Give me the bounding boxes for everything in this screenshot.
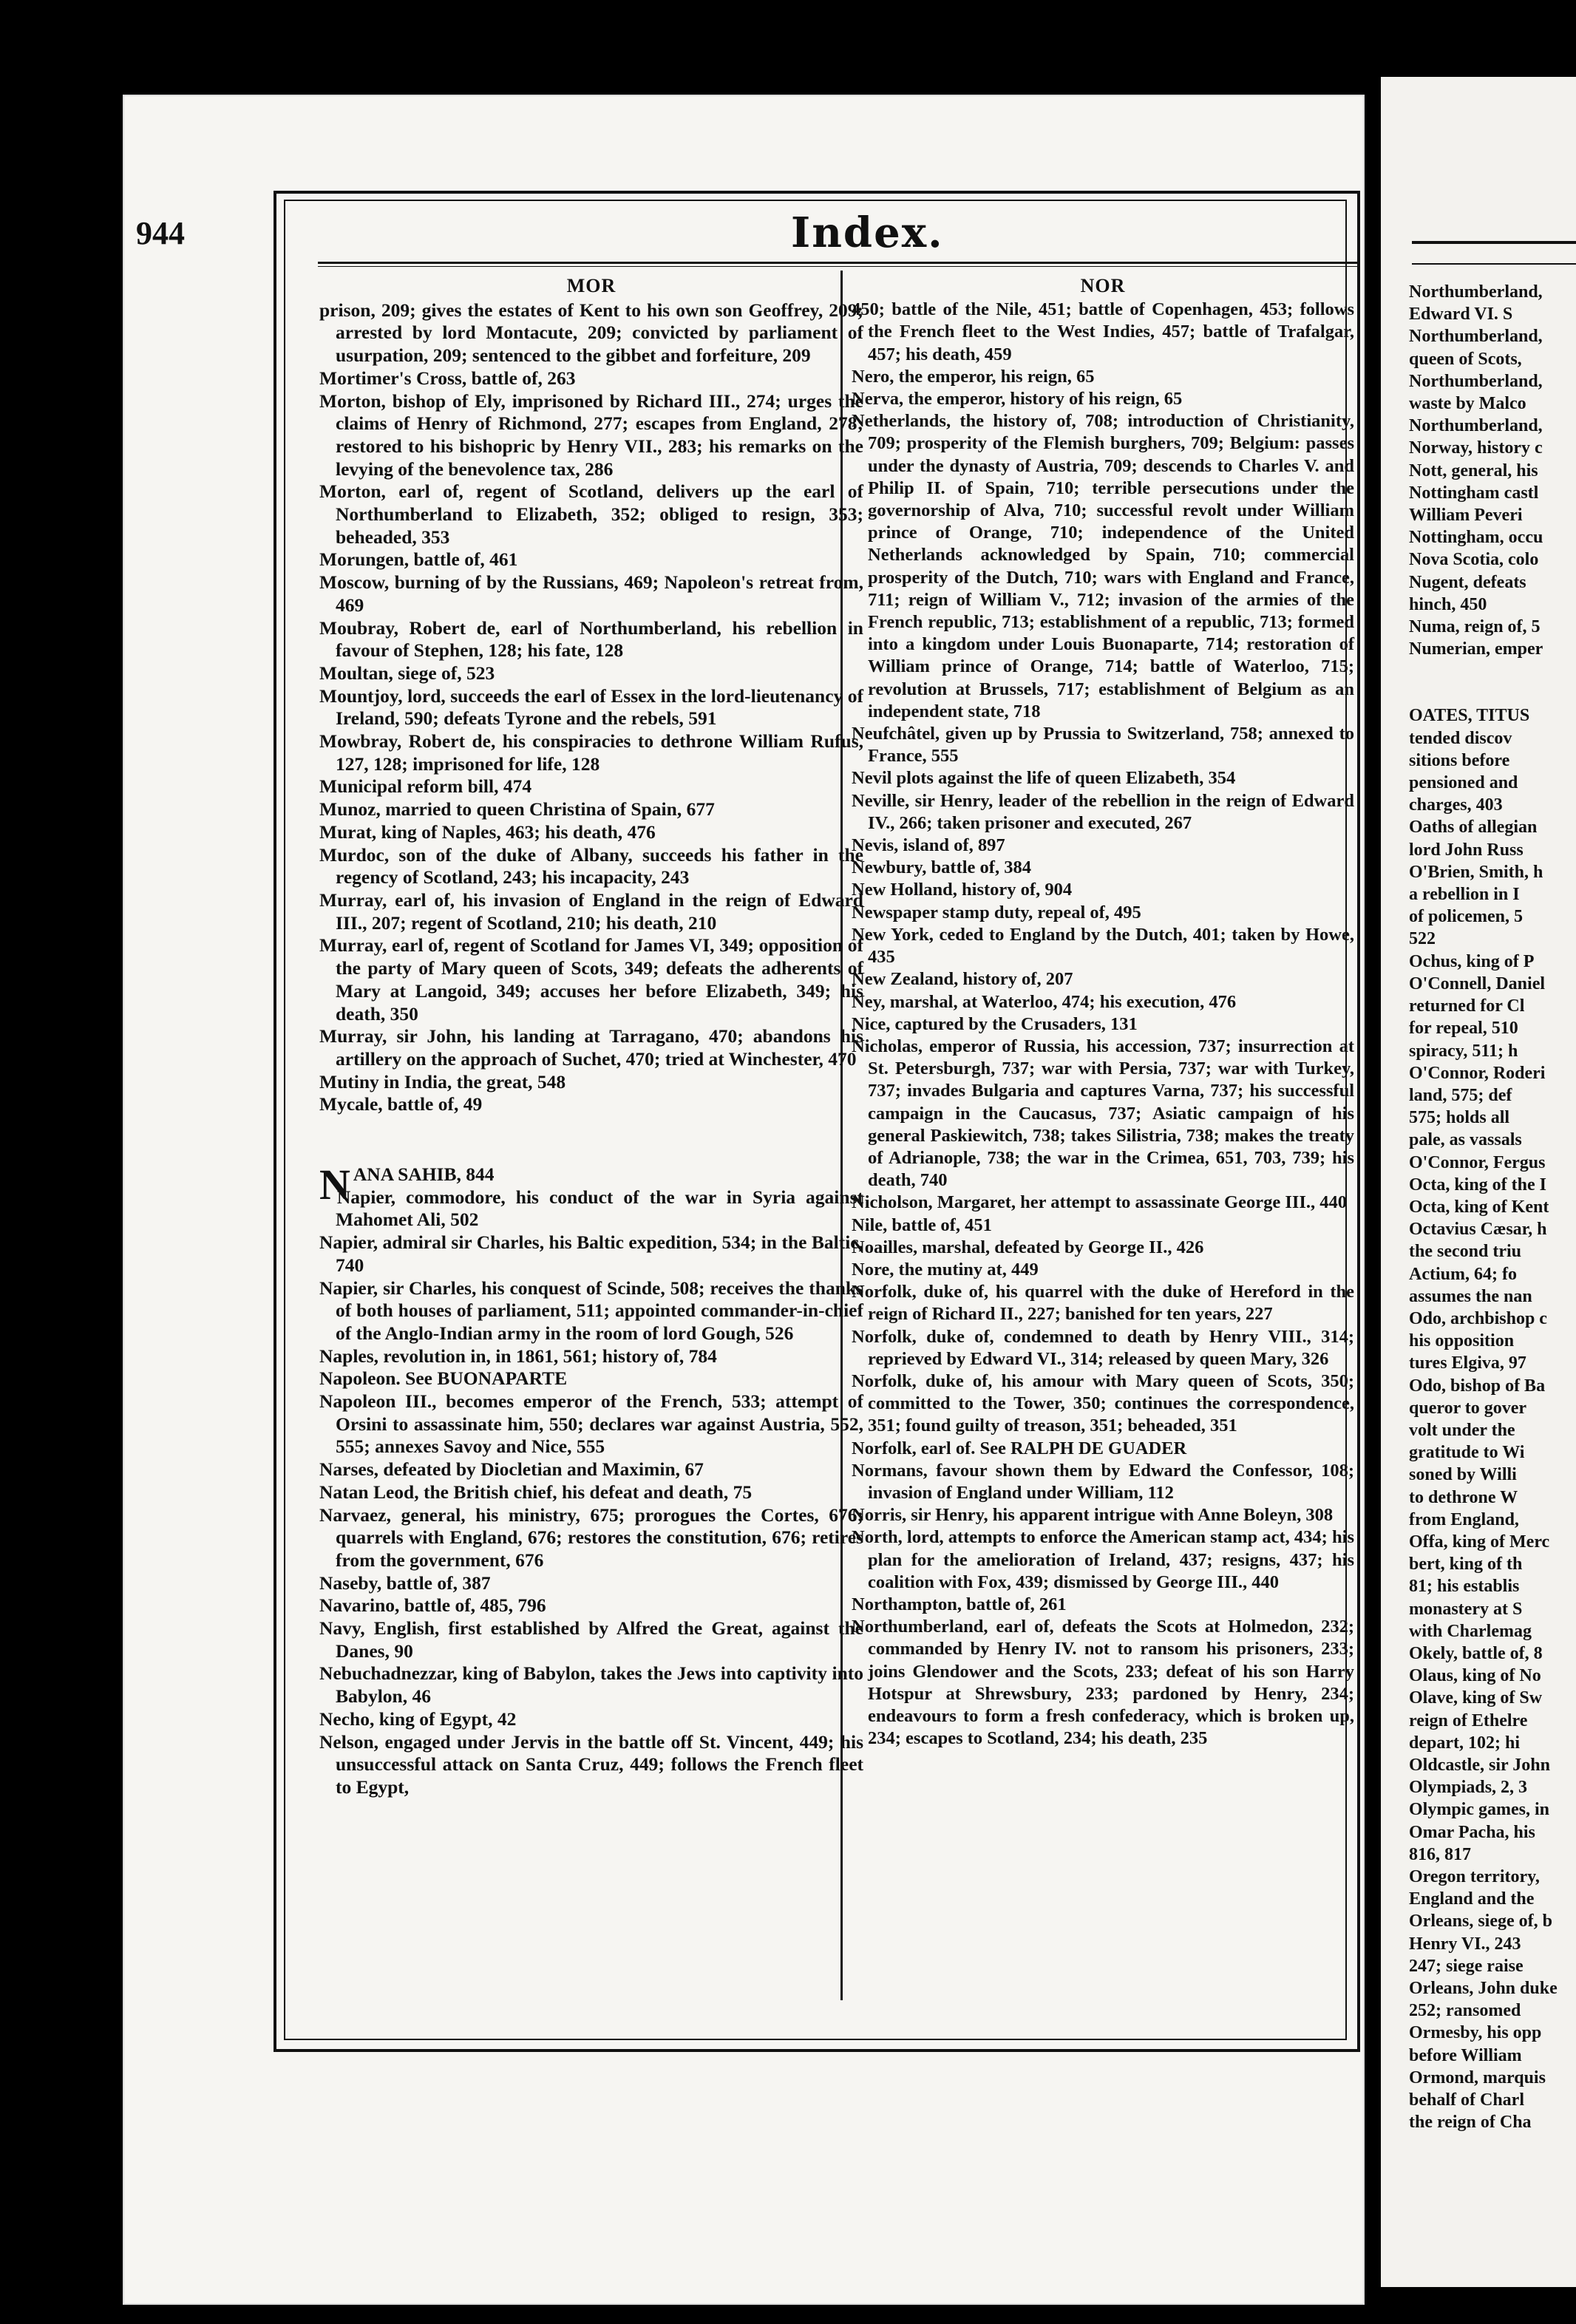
adjacent-page-line: 522	[1409, 929, 1436, 949]
adjacent-page-line: O'Brien, Smith, h	[1409, 862, 1543, 882]
index-entry: Neville, sir Henry, leader of the rebellion in the reign of Edward IV., 266; taken prisoner and executed, 267	[852, 790, 1354, 833]
index-entry: prison, 209; gives the estates of Kent to his own son Geoffrey, 209; arrested by lord Montacute, 209; convicted by parliament of usurpation, 209; sentenced to the gibbet and forfeiture, 209	[319, 299, 863, 367]
index-entry: Netherlands, the history of, 708; introduction of Christianity, 709; prosperity of the Flemish burghers, 709; Belgium: passes under the dynasty of Austria, 709; descends to Charles V. and Philip II. of Spain, 710; terrible persecutions under the governorship of Alva, 710; successful revolt under William prince of Orange, 710; independence of the United Netherlands acknowledged by Spain, 710; commercial prosperity of the Dutch, 710; wars with England and France, 711; reign of William V., 712; invasion of the armies of the French republic, 713; establishment of a republic, 713; formed into a kingdom under Louis Buonaparte, 714; restoration of William prince of Orange, 714; battle of Waterloo, 715; revolution at Brussels, 717; establishment of Belgium as an independent state, 718	[852, 411, 1354, 721]
adjacent-page-line: bert, king of th	[1409, 1555, 1523, 1574]
adjacent-page-line: the second triu	[1409, 1242, 1521, 1262]
index-entry: Murray, sir John, his landing at Tarragano, 470; abandons his artillery on the approach of Suchet, 470; tried at Winchester, 470	[319, 1025, 863, 1070]
adjacent-page-line: with Charlemag	[1409, 1621, 1532, 1641]
adjacent-page-line: 575; holds all	[1409, 1108, 1510, 1128]
adjacent-page-line: Actium, 64; fo	[1409, 1264, 1517, 1284]
adjacent-page-line: Octa, king of Kent	[1409, 1197, 1549, 1217]
index-entry: Neufchâtel, given up by Prussia to Switzerland, 758; annexed to France, 555	[852, 724, 1354, 767]
adjacent-page-line: tures Elgiva, 97	[1409, 1353, 1526, 1373]
drop-cap-text: ANA SAHIB, 844	[353, 1163, 495, 1186]
index-entry: Napier, sir Charles, his conquest of Scinde, 508; receives the thanks of both houses of parliament, 511; appointed commander-in-chief of the Anglo-Indian army in the room of lord Gough, 526	[319, 1277, 863, 1344]
index-entry: Norfolk, duke of, his quarrel with the duke of Hereford in the reign of Richard II., 227; banished for ten years, 227	[852, 1282, 1354, 1325]
adjacent-page-line: Ormesby, his opp	[1409, 2023, 1542, 2043]
index-entry: Naples, revolution in, in 1861, 561; history of, 784	[319, 1345, 717, 1367]
adjacent-page-line: before William	[1409, 2045, 1522, 2065]
left-n-entries	[319, 1186, 863, 1799]
adjacent-page-line: hinch, 450	[1409, 594, 1487, 614]
adjacent-page-line: 252; ransomed	[1409, 2001, 1521, 2021]
right-entries	[852, 299, 1354, 1750]
index-entry: Munoz, married to queen Christina of Spain, 677	[319, 798, 715, 820]
adjacent-page-line: Numerian, emper	[1409, 639, 1543, 659]
index-entry: Morton, earl of, regent of Scotland, delivers up the earl of Northumberland to Elizabeth, 352; obliged to resign, 353; beheaded, 353	[319, 480, 863, 548]
adjacent-page-line: pale, as vassals	[1409, 1130, 1522, 1150]
drop-cap: N	[319, 1161, 350, 1209]
index-column-right	[852, 275, 1354, 1750]
adjacent-page-line: Ochus, king of P	[1409, 951, 1535, 971]
adjacent-page-line: Ormond, marquis	[1409, 2068, 1546, 2087]
adjacent-page-line: his opposition	[1409, 1331, 1515, 1351]
adjacent-page-line: assumes the nan	[1409, 1286, 1532, 1306]
index-entry: Murray, earl of, his invasion of England in the reign of Edward III., 207; regent of Scotland, 210; his death, 210	[319, 889, 863, 934]
adjacent-page-line	[1409, 660, 1576, 682]
adjacent-page-line: charges, 403	[1409, 795, 1503, 815]
index-entry: Newspaper stamp duty, repeal of, 495	[852, 902, 1141, 923]
adjacent-page-line: Nottingham castl	[1409, 483, 1539, 503]
index-entry: Nelson, engaged under Jervis in the battle off St. Vincent, 449; his unsuccessful attack on Santa Cruz, 449; follows the French fleet to Egypt,	[319, 1730, 863, 1798]
index-entry: Nevil plots against the life of queen Elizabeth, 354	[852, 768, 1236, 789]
adjacent-page-line: Northumberland,	[1409, 371, 1543, 391]
adjacent-page-line: Odo, archbishop c	[1409, 1308, 1547, 1328]
adjacent-page-line: Numa, reign of, 5	[1409, 617, 1541, 637]
index-entry: Moscow, burning of by the Russians, 469; Napoleon's retreat from, 469	[319, 571, 863, 616]
index-entry: Nore, the mutiny at, 449	[852, 1259, 1039, 1280]
adjacent-page-line: Olympiads, 2, 3	[1409, 1778, 1528, 1798]
index-entry: Newbury, battle of, 384	[852, 857, 1031, 878]
adjacent-page-line: Octavius Cæsar, h	[1409, 1220, 1547, 1240]
index-entry: Nicholson, Margaret, her attempt to assassinate George III., 440	[852, 1192, 1348, 1213]
adjacent-page-line: queen of Scots,	[1409, 349, 1522, 369]
adjacent-page-line: lord John Russ	[1409, 840, 1524, 860]
index-entry: Northampton, battle of, 261	[852, 1594, 1067, 1614]
adjacent-page-line: monastery at S	[1409, 1599, 1523, 1619]
adjacent-page-line: Olaus, king of No	[1409, 1666, 1541, 1686]
adjacent-page-rule-thin	[1412, 263, 1576, 265]
index-entry: Nice, captured by the Crusaders, 131	[852, 1013, 1138, 1034]
index-entry: Navy, English, first established by Alfred the Great, against the Danes, 90	[319, 1617, 863, 1662]
section-gap	[319, 1116, 863, 1163]
adjacent-page-text	[1409, 281, 1576, 2133]
index-entry: Navarino, battle of, 485, 796	[319, 1594, 546, 1617]
adjacent-page-line: England and the	[1409, 1889, 1535, 1909]
index-entry: New York, ceded to England by the Dutch, 401; taken by Howe, 435	[852, 924, 1354, 968]
adjacent-page-line: the reign of Cha	[1409, 2113, 1532, 2133]
adjacent-page-line: from England,	[1409, 1509, 1519, 1529]
adjacent-page-line: Northumberland,	[1409, 327, 1543, 347]
index-entry: Municipal reform bill, 474	[319, 775, 532, 798]
adjacent-page-line: Northumberland,	[1409, 282, 1543, 302]
adjacent-page-line: 247; siege raise	[1409, 1956, 1524, 1976]
adjacent-page-line: 816, 817	[1409, 1844, 1471, 1864]
adjacent-page-line: Orleans, siege of, b	[1409, 1912, 1552, 1931]
index-entry: Natan Leod, the British chief, his defeat and death, 75	[319, 1481, 753, 1503]
index-entry: Murat, king of Naples, 463; his death, 476	[319, 820, 656, 843]
index-entry: Nevis, island of, 897	[852, 835, 1005, 856]
adjacent-page-line: waste by Malco	[1409, 394, 1526, 414]
adjacent-page-line: tended discov	[1409, 728, 1512, 748]
adjacent-page-line: Orleans, John duke	[1409, 1979, 1558, 1999]
index-entry: Northumberland, earl of, defeats the Scots at Holmedon, 232; commanded by Henry IV. not to ransom his prisoners, 233; joins Glendower and the Scots, 233; defeat of his son Harry Hotspur at Shrewsbury, 233; pardoned by Henry, 234; endeavours to form a fresh confederacy, which is broken up, 234; escapes to Scotland, 234; his death, 235	[852, 1617, 1354, 1749]
adjacent-page-line: Omar Pacha, his	[1409, 1822, 1535, 1842]
adjacent-page-line: depart, 102; hi	[1409, 1733, 1520, 1753]
adjacent-page-line: 81; his establis	[1409, 1577, 1520, 1597]
index-entry: Napoleon III., becomes emperor of the French, 533; attempt of Orsini to assassinate him, 550; declares war against Austria, 552, 555; annexes Savoy and Nice, 555	[319, 1390, 863, 1458]
adjacent-page-line	[1409, 682, 1576, 704]
adjacent-page-line: Offa, king of Merc	[1409, 1532, 1550, 1552]
index-entry: Napoleon. See BUONAPARTE	[319, 1367, 568, 1390]
adjacent-page-line: Odo, bishop of Ba	[1409, 1376, 1546, 1396]
index-entry: Napier, admiral sir Charles, his Baltic expedition, 534; in the Baltic, 740	[319, 1231, 863, 1276]
adjacent-page-line: Northumberland,	[1409, 416, 1543, 436]
adjacent-page-line: O'Connell, Daniel	[1409, 974, 1546, 993]
adjacent-page-line: of policemen, 5	[1409, 907, 1523, 927]
index-entry: Napier, commodore, his conduct of the war in Syria against Mahomet Ali, 502	[336, 1186, 863, 1231]
adjacent-page-line: Oregon territory,	[1409, 1867, 1540, 1887]
adjacent-page-line: returned for Cl	[1409, 996, 1525, 1016]
column-head-left: MOR	[566, 275, 617, 296]
index-entry: North, lord, attempts to enforce the American stamp act, 434; his plan for the amelioration of Ireland, 437; resigns, 437; his coalition with Fox, 439; dismissed by George III., 440	[852, 1527, 1354, 1592]
index-entry: Norris, sir Henry, his apparent intrigue with Anne Boleyn, 308	[852, 1505, 1334, 1526]
adjacent-page-line: Olave, king of Sw	[1409, 1688, 1543, 1708]
index-entry: Narvaez, general, his ministry, 675; prorogues the Cortes, 676; quarrels with England, 676; restores the constitution, 676; retires from the government, 676	[319, 1504, 863, 1571]
index-entry: Mycale, battle of, 49	[319, 1093, 483, 1115]
index-entry: Mutiny in India, the great, 548	[319, 1070, 566, 1093]
index-entry: Morungen, battle of, 461	[319, 548, 518, 571]
adjacent-page-line: O'Connor, Roderi	[1409, 1063, 1546, 1083]
adjacent-page-line: Okely, battle of, 8	[1409, 1643, 1543, 1663]
adjacent-page-line: sitions before	[1409, 750, 1510, 770]
adjacent-page-line: OATES, TITUS	[1409, 706, 1530, 726]
index-entry: Nebuchadnezzar, king of Babylon, takes the Jews into captivity into Babylon, 46	[319, 1662, 863, 1708]
adjacent-page-line: for repeal, 510	[1409, 1019, 1518, 1039]
adjacent-page-line: spiracy, 511; h	[1409, 1041, 1518, 1061]
adjacent-page-line: Octa, king of the I	[1409, 1175, 1546, 1195]
adjacent-page-line: Nova Scotia, colo	[1409, 550, 1539, 570]
index-entry: New Zealand, history of, 207	[852, 969, 1073, 990]
index-entry: Nerva, the emperor, history of his reign, 65	[852, 389, 1183, 410]
page-title: Index.	[791, 208, 944, 257]
index-entry: Normans, favour shown them by Edward the Confessor, 108; invasion of England under William, 112	[852, 1460, 1354, 1503]
adjacent-page-line: queror to gover	[1409, 1398, 1527, 1418]
index-entry: Mountjoy, lord, succeeds the earl of Essex in the lord-lieutenancy of Ireland, 590; defeats Tyrone and the rebels, 591	[319, 684, 863, 730]
adjacent-page-line: William Peveri	[1409, 506, 1523, 526]
index-entry: Murray, earl of, regent of Scotland for James VI, 349; opposition of the party of Mary queen of Scots, 349; defeats the adherents of Mary at Langoid, 349; accuses her before Elizabeth, 349; his death, 350	[319, 934, 863, 1025]
adjacent-page-line: Edward VI. S	[1409, 305, 1513, 325]
adjacent-page-line: to dethrone W	[1409, 1487, 1518, 1507]
index-entry: Naseby, battle of, 387	[319, 1572, 491, 1594]
index-entry: Morton, bishop of Ely, imprisoned by Richard III., 274; urges the claims of Henry of Richmond, 277; escapes from England, 278; restored to his bishopric by Henry VII., 283; his remarks on the levying of the benevolence tax, 286	[319, 390, 863, 480]
index-entry: 450; battle of the Nile, 451; battle of Copenhagen, 453; follows the French fleet to the West Indies, 457; battle of Trafalgar, 457; his death, 459	[852, 299, 1354, 364]
index-entry: Moubray, Robert de, earl of Northumberland, his rebellion in favour of Stephen, 128; his fate, 128	[319, 616, 863, 662]
adjacent-page-line: Olympic games, in	[1409, 1800, 1549, 1820]
index-entry: Nile, battle of, 451	[852, 1214, 992, 1235]
adjacent-page-line: Nugent, defeats	[1409, 572, 1526, 592]
adjacent-page-line: land, 575; def	[1409, 1085, 1512, 1105]
index-entry: New Holland, history of, 904	[852, 880, 1073, 900]
adjacent-page-line: behalf of Charl	[1409, 2090, 1524, 2110]
adjacent-page-line: a rebellion in I	[1409, 885, 1520, 905]
adjacent-page-line: volt under the	[1409, 1420, 1515, 1440]
adjacent-page-line: Norway, history c	[1409, 438, 1543, 458]
index-entry: Narses, defeated by Diocletian and Maximin, 67	[319, 1458, 704, 1481]
index-entry: Nero, the emperor, his reign, 65	[852, 366, 1095, 387]
adjacent-page-line: Nottingham, occu	[1409, 528, 1543, 548]
adjacent-page-line: Nott, general, his	[1409, 461, 1538, 480]
index-entry: Necho, king of Egypt, 42	[319, 1708, 517, 1730]
index-entry: Norfolk, earl of. See RALPH DE GUADER	[852, 1438, 1187, 1458]
adjacent-page-line: pensioned and	[1409, 773, 1518, 793]
index-column-left	[319, 275, 863, 1799]
index-entry: Ney, marshal, at Waterloo, 474; his execution, 476	[852, 991, 1237, 1012]
column-head-right: NOR	[1080, 275, 1126, 296]
index-entry: Moultan, siege of, 523	[319, 662, 495, 684]
adjacent-page-line: Oldcastle, sir John	[1409, 1756, 1550, 1775]
index-entry: Norfolk, duke of, condemned to death by Henry VIII., 314; reprieved by Edward VI., 314; released by queen Mary, 326	[852, 1326, 1354, 1369]
index-entry: Noailles, marshal, defeated by George II., 426	[852, 1237, 1204, 1257]
index-entry: Norfolk, duke of, his amour with Mary queen of Scots, 350; committed to the Tower, 350; continues the correspondence, 351; found guilty of treason, 351; beheaded, 351	[852, 1370, 1354, 1436]
adjacent-page-line: Oaths of allegian	[1409, 818, 1538, 837]
index-entry: Mowbray, Robert de, his conspiracies to dethrone William Rufus, 127, 128; imprisoned for life, 128	[319, 730, 863, 775]
index-entry: Murdoc, son of the duke of Albany, succeeds his father in the regency of Scotland, 243; his incapacity, 243	[319, 843, 863, 889]
adjacent-page-line: gratitude to Wi	[1409, 1443, 1525, 1463]
adjacent-page-line: soned by Willi	[1409, 1465, 1517, 1485]
adjacent-page-line: O'Connor, Fergus	[1409, 1152, 1546, 1172]
adjacent-page-rule	[1412, 241, 1576, 244]
adjacent-page-line: Henry VI., 243	[1409, 1934, 1521, 1954]
adjacent-page-line: reign of Ethelre	[1409, 1710, 1528, 1730]
page-number: 944	[136, 215, 185, 251]
left-entries	[319, 299, 863, 1116]
index-entry: Nicholas, emperor of Russia, his accession, 737; insurrection at St. Petersburgh, 737; war with Persia, 737; war with Turkey, 737; invades Bulgaria and captures Varna, 737; his successful campaign in the Caucasus, 737; Asiatic campaign of his general Paskiewitch, 738; takes Silistria, 738; makes the treaty of Adrianople, 738; the war in the Crimea, 651, 703, 739; his death, 740	[852, 1036, 1354, 1191]
index-entry: Mortimer's Cross, battle of, 263	[319, 367, 576, 389]
